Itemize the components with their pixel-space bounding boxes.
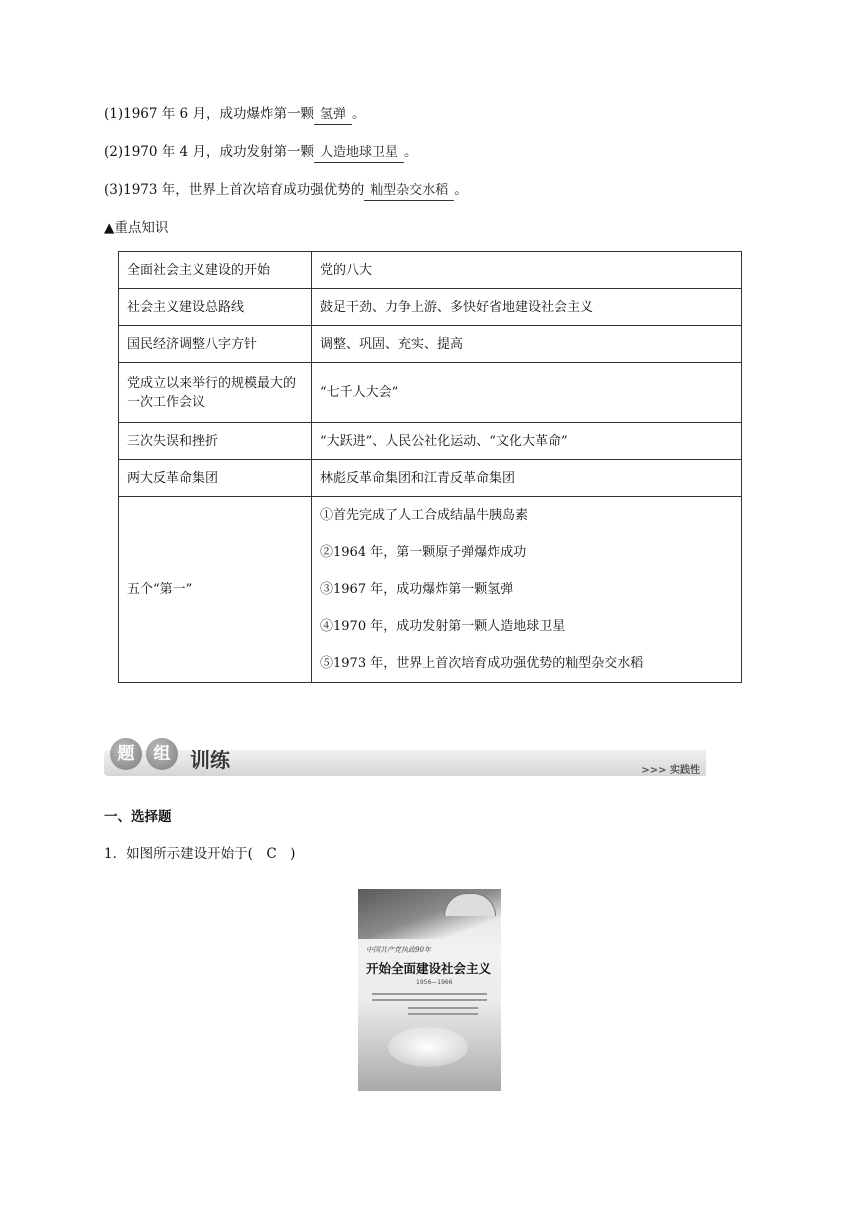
table-row xyxy=(119,326,742,363)
table-row xyxy=(119,423,742,460)
cover-text-line xyxy=(408,1007,478,1009)
fill-in-line-2 xyxy=(104,143,417,163)
section-banner xyxy=(104,734,706,778)
section-heading: 一、选择题 xyxy=(104,809,172,825)
cover-text-line xyxy=(372,999,487,1001)
list-item: ⑤1973 年，世界上首次培育成功强优势的籼型杂交水稻 xyxy=(320,656,644,671)
table-row xyxy=(119,460,742,497)
key-points-table xyxy=(118,251,742,683)
book-years: 1956—1966 xyxy=(416,979,453,986)
table-row xyxy=(119,289,742,326)
answer-blank: 人造地球卫星 xyxy=(314,144,404,163)
table-row xyxy=(119,252,742,289)
fill-in-text: (2)1970 年 4 月，成功发射第一颗 xyxy=(104,144,314,160)
book-cover-image xyxy=(358,889,501,1091)
banner-circle-2: 组 xyxy=(146,738,178,770)
key-points-heading: ▲重点知识 xyxy=(104,220,169,236)
answer-blank: 籼型杂交水稻 xyxy=(364,182,454,201)
table-key: 党成立以来举行的规模最大的一次工作会议 xyxy=(119,363,312,423)
table-row xyxy=(119,363,742,423)
table-key: 五个“第一” xyxy=(119,497,312,683)
book-subtitle: 中国共产党执政90年 xyxy=(366,946,431,954)
table-value: “七千人大会” xyxy=(312,363,742,423)
cover-text-line xyxy=(372,993,487,995)
cloud-graphic xyxy=(388,1027,468,1067)
book-title: 开始全面建设社会主义 xyxy=(366,961,492,976)
fill-in-suffix: 。 xyxy=(351,106,366,122)
cover-text-line xyxy=(408,1013,478,1015)
table-value: 林彪反革命集团和江青反革命集团 xyxy=(312,460,742,497)
list-item: ②1964 年，第一颗原子弹爆炸成功 xyxy=(320,545,527,560)
fill-in-text: (1)1967 年 6 月，成功爆炸第一颗 xyxy=(104,106,314,122)
banner-circle-1: 题 xyxy=(110,738,142,770)
table-value: “大跃进”、人民公社化运动、“文化大革命” xyxy=(312,423,742,460)
table-key: 社会主义建设总路线 xyxy=(119,289,312,326)
fill-in-text: (3)1973 年，世界上首次培育成功强优势的 xyxy=(104,182,365,198)
question-text: 1．如图所示建设开始于( C ) xyxy=(104,846,296,862)
answer-blank: 氢弹 xyxy=(314,106,352,125)
table-key: 两大反革命集团 xyxy=(119,460,312,497)
banner-title: 训练 xyxy=(190,748,230,772)
table-value: 鼓足干劲、力争上游、多快好省地建设社会主义 xyxy=(312,289,742,326)
fill-in-line-1 xyxy=(104,105,365,125)
firsts-list xyxy=(312,497,742,683)
fill-in-line-3 xyxy=(104,181,468,201)
list-item: ③1967 年，成功爆炸第一颗氢弹 xyxy=(320,582,514,597)
table-value: 调整、巩固、充实、提高 xyxy=(312,326,742,363)
fill-in-suffix: 。 xyxy=(454,182,468,198)
list-item: ④1970 年，成功发射第一颗人造地球卫星 xyxy=(320,619,566,634)
table-key: 三次失误和挫折 xyxy=(119,423,312,460)
list-item: ①首先完成了人工合成结晶牛胰岛素 xyxy=(320,508,529,523)
table-row xyxy=(119,497,742,683)
table-value: 党的八大 xyxy=(312,252,742,289)
banner-tag: >>> 实践性 xyxy=(641,765,700,776)
table-key: 国民经济调整八字方针 xyxy=(119,326,312,363)
table-key: 全面社会主义建设的开始 xyxy=(119,252,312,289)
fill-in-suffix: 。 xyxy=(403,144,418,160)
